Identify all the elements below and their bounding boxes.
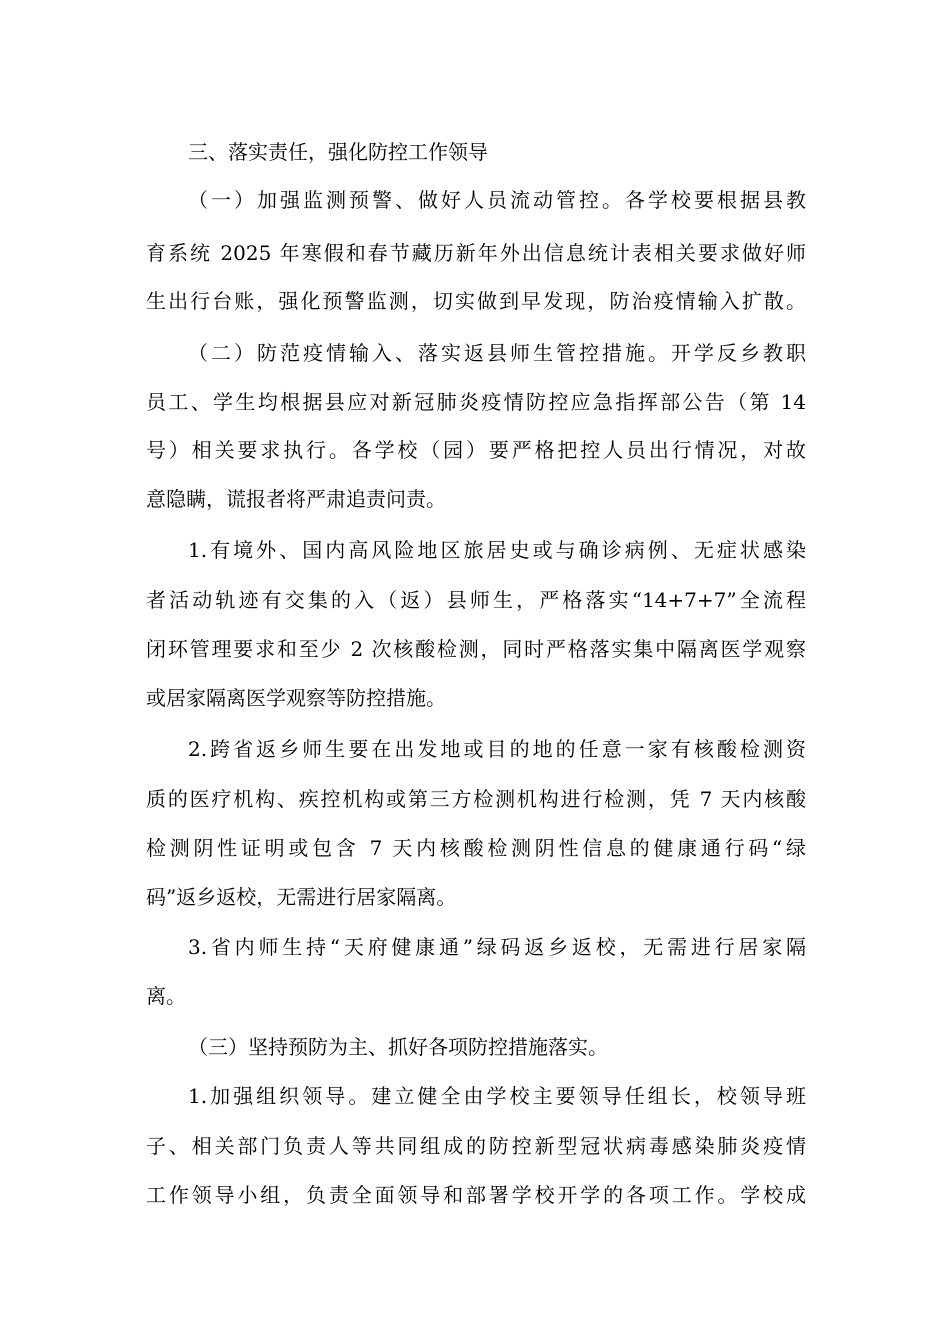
paragraph-line: 检测阴性证明或包含 7 天内核酸检测阴性信息的健康通行码“绿 — [146, 836, 806, 860]
paragraph-line: 子、相关部门负责人等共同组成的防控新型冠状病毒感染肺炎疫情 — [146, 1134, 806, 1158]
paragraph-line: （一）加强监测预警、做好人员流动管控。各学校要根据县教 — [188, 188, 806, 212]
section-heading: 三、落实责任，强化防控工作领导 — [188, 140, 488, 164]
paragraph-line: 育系统 2025 年寒假和春节藏历新年外出信息统计表相关要求做好师 — [146, 241, 806, 265]
paragraph-line: 工作领导小组，负责全面领导和部署学校开学的各项工作。学校成 — [146, 1183, 806, 1207]
paragraph-line: 号）相关要求执行。各学校（园）要严格把控人员出行情况，对故 — [146, 438, 806, 462]
paragraph-line: 生出行台账，强化预警监测，切实做到早发现，防治疫情输入扩散。 — [146, 289, 806, 313]
paragraph-line: 1.加强组织领导。建立健全由学校主要领导任组长，校领导班 — [188, 1084, 806, 1108]
paragraph-line: 质的医疗机构、疾控机构或第三方检测机构进行检测，凭 7 天内核酸 — [146, 787, 806, 811]
paragraph-line: （二）防范疫情输入、落实返县师生管控措施。开学反乡教职 — [188, 341, 806, 365]
paragraph-line: 闭环管理要求和至少 2 次核酸检测，同时严格落实集中隔离医学观察 — [146, 637, 806, 661]
paragraph-line: 码”返乡返校，无需进行居家隔离。 — [146, 885, 457, 909]
paragraph-line: 3.省内师生持“天府健康通”绿码返乡返校，无需进行居家隔 — [188, 935, 806, 959]
paragraph-line: 意隐瞒，谎报者将严肃追责问责。 — [146, 487, 446, 511]
paragraph-line: 或居家隔离医学观察等防控措施。 — [146, 686, 446, 710]
paragraph-line: 离。 — [146, 984, 186, 1008]
paragraph-line: （三）坚持预防为主、抓好各项防控措施落实。 — [188, 1035, 608, 1059]
paragraph-line: 员工、学生均根据县应对新冠肺炎疫情防控应急指挥部公告（第 14 — [146, 390, 806, 414]
paragraph-line: 者活动轨迹有交集的入（返）县师生，严格落实“14+7+7”全流程 — [146, 588, 806, 612]
paragraph-line: 1.有境外、国内高风险地区旅居史或与确诊病例、无症状感染 — [188, 538, 806, 562]
paragraph-line: 2.跨省返乡师生要在出发地或目的地的任意一家有核酸检测资 — [188, 737, 806, 761]
